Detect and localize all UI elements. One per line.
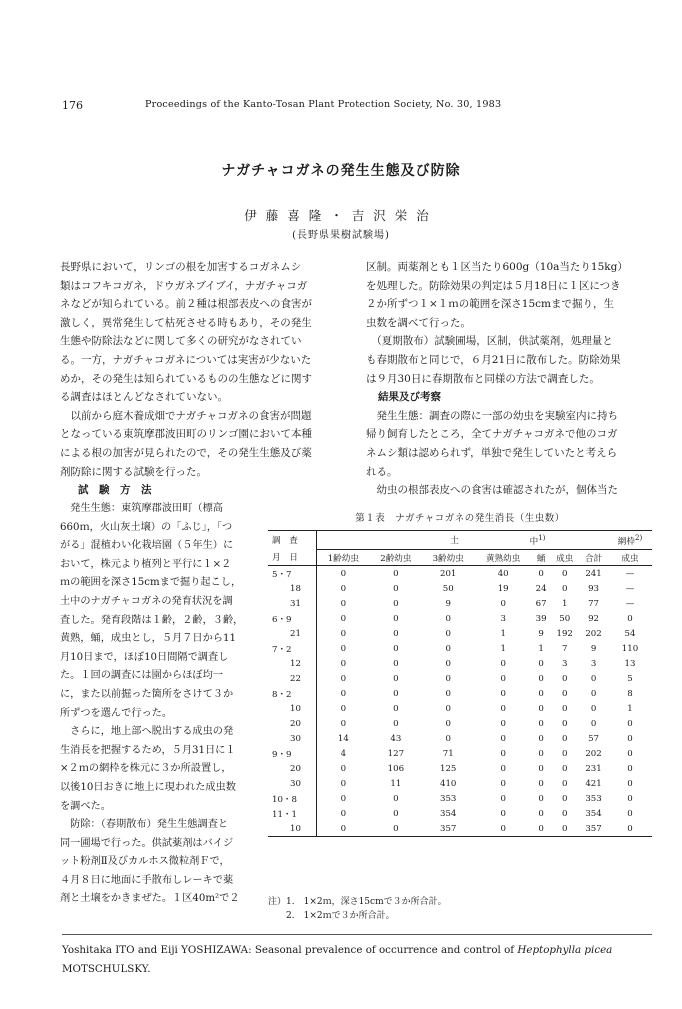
cell-value: 0 [561, 583, 568, 594]
col-header: 1齢幼虫 [317, 550, 370, 566]
body-line: ネなどが知られている。前２種は根部表皮への食害が [60, 298, 312, 311]
table-header-row [268, 531, 652, 550]
body-line: 同一圃場で行った。供試薬剤はバイジ [60, 837, 234, 849]
cell-value: 0 [393, 688, 399, 699]
cell-value: 0 [445, 628, 451, 639]
cell-value: 0 [532, 821, 550, 837]
table-row [268, 596, 652, 611]
row-date: 5・7 [268, 566, 317, 582]
cell-value: 0 [590, 688, 597, 699]
soil-group-label-b: 中 [529, 536, 539, 547]
cell-value: 0 [538, 808, 544, 819]
article-authors: 伊藤喜隆・吉沢栄治 [244, 208, 438, 223]
cell-value: 0 [561, 703, 568, 714]
cell-value: 421 [585, 778, 602, 789]
cell-value: 0 [590, 718, 597, 729]
cell-value: 0 [445, 718, 451, 729]
table-row [268, 716, 652, 731]
page-number: 176 [62, 99, 83, 112]
cell-value: 353 [440, 793, 457, 804]
cell-value: 8 [627, 688, 633, 699]
cell-value: 127 [387, 748, 405, 759]
cell-value: 1 [627, 703, 633, 714]
cell-value: 0 [500, 703, 506, 714]
soil-group-header [317, 531, 609, 550]
cell-value: 0 [393, 643, 399, 654]
body-line: 幼虫の根部表皮への食害は確認されたが，個体当た [366, 484, 618, 497]
cell-value: 353 [585, 793, 602, 804]
cell-value: 0 [317, 821, 370, 837]
cell-value: 0 [340, 643, 347, 654]
table-row [268, 806, 652, 821]
body-line: 月10日まで，ほぼ10日間隔で調査し [60, 651, 229, 663]
cell-value: 0 [340, 568, 347, 579]
methods-heading: 試 験 方 法 [78, 484, 152, 497]
cell-value: 3 [590, 658, 597, 669]
table-row [268, 746, 652, 761]
body-line: 660ｍ，火山灰土壌）の「ふじ」，「つ [60, 521, 233, 533]
cell-value: 0 [500, 748, 506, 759]
table-row [268, 821, 652, 837]
cell-value: 92 [588, 613, 600, 624]
cell-value: 354 [440, 808, 457, 819]
cell-value: 354 [585, 808, 602, 819]
row-date: 21 [268, 626, 317, 641]
body-line: 所ずつを選んで行った。 [60, 707, 173, 719]
cell-value: 9 [538, 628, 544, 639]
row-date: 7・2 [268, 641, 317, 656]
body-line: 区制。両薬剤とも１区当たり600g（10a当たり15kg） [366, 261, 628, 273]
body-line: 虫数を調べて行った。 [366, 316, 471, 329]
cell-value: 43 [390, 733, 402, 744]
table-row [268, 641, 652, 656]
table-row [268, 776, 652, 791]
cell-value: 0 [561, 793, 568, 804]
left-column-intro [60, 258, 342, 500]
cell-value: 0 [627, 808, 633, 819]
cell-value: 0 [393, 718, 399, 729]
body-line: 剤防除に関する試験を行った。 [60, 465, 207, 478]
body-line: 発生生態：調査の際に一部の幼虫を実験室内に持ち [366, 409, 618, 422]
col-header: 3齢幼虫 [422, 550, 474, 566]
table-caption: 第１表 ナガチャコガネの発生消長（生虫数） [355, 513, 565, 524]
cell-value: — [625, 568, 635, 579]
cell-value: 0 [561, 748, 568, 759]
cell-value: 0 [340, 778, 347, 789]
cell-value: 50 [442, 583, 454, 594]
cell-value: 357 [579, 821, 608, 837]
row-date: 20 [268, 761, 317, 776]
cell-value: 0 [561, 763, 568, 774]
cell-value: 0 [445, 673, 451, 684]
cell-value: 0 [500, 808, 506, 819]
running-header: Proceedings of the Kanto-Tosan Plant Protection Society, No. 30, 1983 [145, 99, 502, 110]
cell-value: 110 [621, 643, 639, 654]
cell-value: 0 [340, 808, 347, 819]
cell-value: 357 [422, 821, 474, 837]
cell-value: 0 [445, 688, 451, 699]
cell-value: 0 [500, 763, 506, 774]
body-line: ネムシ類は認められず，単独で発生していたと考えら [366, 446, 618, 459]
cell-value: 9 [445, 598, 451, 609]
body-line: による根の加害が見られたので，その発生生態及び薬 [60, 446, 312, 459]
cell-value: 106 [387, 763, 405, 774]
cell-value: 0 [393, 808, 399, 819]
cell-value: 1 [500, 643, 506, 654]
footer-divider [62, 934, 652, 935]
body-line: 土中のナガチャコガネの発育状況を調 [60, 595, 233, 607]
row-date: 18 [268, 581, 317, 596]
cell-value: 19 [497, 583, 509, 594]
row-date: 8・2 [268, 686, 317, 701]
cell-value: 241 [585, 568, 602, 579]
body-line: れる。 [366, 465, 398, 478]
cell-value: 125 [440, 763, 457, 774]
body-line: を処理した。防除効果の判定は５月18日に１区につき [366, 279, 621, 292]
cell-value: 0 [393, 658, 399, 669]
row-date: 31 [268, 596, 317, 611]
cell-value: 0 [500, 793, 506, 804]
table-row [268, 656, 652, 671]
cell-value: 192 [556, 628, 573, 639]
body-line: る。一方，ナガチャコガネについては実害が少ないた [60, 353, 312, 366]
row-date: 22 [268, 671, 317, 686]
cell-value: 202 [585, 628, 602, 639]
cell-value: 11 [390, 778, 402, 789]
cell-value: 0 [550, 821, 579, 837]
cell-value: 0 [627, 793, 633, 804]
cell-value: 71 [442, 748, 454, 759]
col-header: 成虫 [608, 550, 652, 566]
cell-value: 0 [590, 673, 597, 684]
date-header-top: 調 査 [268, 531, 317, 550]
cell-value: 0 [561, 733, 568, 744]
cell-value: 0 [340, 658, 347, 669]
body-line: に，また以前掘った箇所をさけて３か [60, 688, 234, 700]
soil-group-label: 土 [450, 536, 459, 547]
species-author: MOTSCHULSKY. [62, 962, 151, 975]
cell-value: 0 [474, 821, 532, 837]
col-header: 成虫 [550, 550, 579, 566]
cell-value: 0 [608, 821, 652, 837]
row-date: 30 [268, 776, 317, 791]
cell-value: 0 [538, 763, 544, 774]
english-authors: Yoshitaka ITO and Eiji YOSHIZAWA [62, 944, 249, 956]
cell-value: 0 [627, 733, 633, 744]
cell-value: 0 [500, 658, 506, 669]
cell-value: 0 [538, 688, 544, 699]
table-body [268, 566, 652, 837]
body-line: も春期散布と同じで，６月21日に散布した。防除効果 [366, 353, 621, 366]
body-line: た。１回の調査には園からほぼ均一 [60, 670, 223, 682]
cell-value: 0 [627, 748, 633, 759]
body-line: る調査はほとんどなされていない。 [60, 391, 228, 404]
body-line: 以後10日おきに地上に現われた成虫数 [60, 781, 236, 793]
cell-value: 1 [538, 643, 544, 654]
body-line: おいて，株元より植列と平行に１×２ [60, 558, 232, 570]
species-name: Heptophylla picea [517, 944, 613, 956]
cell-value: 0 [500, 718, 506, 729]
cell-value: 0 [538, 568, 544, 579]
cell-value: 0 [340, 673, 347, 684]
net-group-label: 網枠 [617, 536, 635, 547]
body-line: 防除：（春期散布）発生生態調査と [60, 819, 229, 831]
body-line: 生消長を把握するため，５月31日に１ [60, 744, 236, 756]
cell-value: 0 [538, 778, 544, 789]
narrow-column-methods [60, 500, 260, 909]
soil-note-mark: 1) [538, 533, 546, 542]
cell-value: 1 [561, 598, 568, 609]
body-line: ×２ｍの網枠を株元に３か所設置し， [60, 763, 232, 775]
cell-value: 0 [393, 673, 399, 684]
cell-value: 0 [538, 733, 544, 744]
body-line: ２か所ずつ１×１ｍの範囲を深さ15cmまで掘り，生 [366, 298, 614, 311]
row-date: 20 [268, 716, 317, 731]
cell-value: 0 [340, 763, 347, 774]
cell-value: 0 [627, 778, 633, 789]
cell-value: 4 [340, 748, 347, 759]
cell-value: 9 [590, 643, 597, 654]
cell-value: 0 [393, 568, 399, 579]
row-date: 6・9 [268, 611, 317, 626]
cell-value: 0 [445, 658, 451, 669]
cell-value: 40 [497, 568, 509, 579]
body-line: 類はコフキコガネ，ドウガネブイブイ，ナガチャコガ [60, 279, 308, 292]
row-date: 10・8 [268, 791, 317, 806]
cell-value: 0 [445, 613, 451, 624]
cell-value: 0 [393, 583, 399, 594]
body-line: ｍの範囲を深さ15cmまで掘り起こし， [60, 577, 242, 589]
english-title-text: : Seasonal prevalence of occurrence and control of [248, 944, 518, 956]
data-table [268, 530, 652, 837]
cell-value: 5 [627, 673, 633, 684]
cell-value: 410 [440, 778, 457, 789]
cell-value: 67 [535, 598, 547, 609]
body-line: 剤と土壌をかきまぜた。１区40m²で２ [60, 893, 240, 905]
body-line: （夏期散布）試験圃場，区制，供試薬剤，処理量と [366, 335, 613, 348]
cell-value: 24 [535, 583, 547, 594]
english-title [62, 941, 652, 978]
cell-value: 0 [393, 793, 399, 804]
body-line: 査した。発育段階は１齢，２齢，３齢， [60, 614, 244, 626]
cell-value: 0 [538, 793, 544, 804]
cell-value: 0 [538, 658, 544, 669]
table-row [268, 581, 652, 596]
row-date: 11・1 [268, 806, 317, 821]
cell-value: 0 [538, 718, 544, 729]
date-header-bottom: 月 日 [268, 550, 317, 566]
cell-value: 0 [538, 703, 544, 714]
table-row [268, 701, 652, 716]
body-line: 黄熟，蛹，成虫とし，５月７日から11 [60, 633, 236, 645]
cell-value: 0 [500, 598, 506, 609]
cell-value: 0 [627, 718, 633, 729]
net-group-header [608, 531, 652, 550]
table-row [268, 566, 652, 582]
cell-value: 0 [445, 733, 451, 744]
row-date: 10 [268, 701, 317, 716]
cell-value: 39 [535, 613, 547, 624]
cell-value: 0 [538, 748, 544, 759]
cell-value: 13 [624, 658, 636, 669]
cell-value: 0 [561, 568, 568, 579]
cell-value: 0 [538, 673, 544, 684]
cell-value: 0 [561, 778, 568, 789]
col-header: 黄熟幼虫 [474, 550, 532, 566]
body-line: は９月30日に春期散布と同様の方法で調査した。 [366, 372, 600, 385]
cell-value: 3 [500, 613, 506, 624]
table-row [268, 761, 652, 776]
body-line: を調べた。 [60, 800, 111, 812]
row-date: 30 [268, 731, 317, 746]
cell-value: 0 [393, 613, 399, 624]
body-line: 発生生態：東筑摩郡波田町（標高 [60, 503, 223, 514]
cell-value: 3 [561, 658, 568, 669]
col-header: 蛹 [532, 550, 550, 566]
table-notes [268, 895, 447, 923]
cell-value: 0 [627, 763, 633, 774]
row-date: 9・9 [268, 746, 317, 761]
table-row [268, 731, 652, 746]
cell-value: 202 [585, 748, 602, 759]
table-row [268, 626, 652, 641]
body-line: ４月８日に地面に手散布しレーキで薬 [60, 874, 234, 886]
table-row [268, 611, 652, 626]
row-date: 12 [268, 656, 317, 671]
net-note-mark: 2) [635, 533, 643, 542]
cell-value: 0 [500, 673, 506, 684]
table-subheader-row [268, 550, 652, 566]
cell-value: 0 [393, 598, 399, 609]
cell-value: 14 [337, 733, 349, 744]
cell-value: 0 [340, 583, 347, 594]
cell-value: 57 [588, 733, 600, 744]
cell-value: 54 [624, 628, 636, 639]
cell-value: 1 [500, 628, 506, 639]
col-header: 2齢幼虫 [370, 550, 422, 566]
cell-value: 0 [340, 628, 347, 639]
cell-value: 0 [370, 821, 422, 837]
cell-value: 0 [561, 808, 568, 819]
body-line: めか，その発生は知られているものの生態などに関す [60, 372, 312, 385]
cell-value: 0 [561, 718, 568, 729]
body-line: 帰り飼育したところ，全てナガチャコガネで他のコガ [366, 428, 618, 441]
cell-value: 0 [500, 778, 506, 789]
table-row [268, 671, 652, 686]
cell-value: 0 [445, 703, 451, 714]
body-line: さらに，地上部へ脱出する成虫の発 [60, 726, 234, 738]
cell-value: 0 [500, 733, 506, 744]
col-header: 合計 [579, 550, 608, 566]
cell-value: 0 [500, 688, 506, 699]
table-row [268, 686, 652, 701]
cell-value: 201 [440, 568, 457, 579]
table-note: 注）1. 1×2ｍ，深さ15cmで３か所合計。 [268, 897, 447, 907]
cell-value: 0 [561, 688, 568, 699]
cell-value: 77 [588, 598, 600, 609]
cell-value: 0 [340, 688, 347, 699]
cell-value: — [625, 583, 635, 594]
cell-value: — [625, 598, 635, 609]
body-line: 長野県において，リンゴの根を加害するコガネムシ [60, 261, 302, 273]
article-affiliation: (長野県果樹試験場) [292, 230, 390, 241]
body-line: ット粉剤Ⅱ及びカルホス微粒剤Ｆで， [60, 856, 230, 868]
table-row [268, 791, 652, 806]
body-line: がる」混植わい化栽培園（５年生）に [60, 540, 234, 552]
cell-value: 0 [445, 643, 451, 654]
table-note: 2. 1×2ｍで３か所合計。 [268, 911, 395, 921]
cell-value: 0 [340, 703, 347, 714]
cell-value: 50 [559, 613, 571, 624]
body-line: 以前から庭木養成畑でナガチャコガネの食害が問題 [60, 409, 312, 422]
body-line: となっている東筑摩郡波田町のリンゴ園において本種 [60, 428, 312, 441]
cell-value: 0 [340, 793, 347, 804]
body-line: 生態や防除法などに関して多くの研究がなされてい [60, 335, 302, 348]
cell-value: 93 [588, 583, 600, 594]
row-date: 10 [268, 821, 317, 837]
cell-value: 0 [561, 673, 568, 684]
article-title: ナガチャコガネの発生生態及び防除 [221, 163, 461, 179]
cell-value: 231 [585, 763, 602, 774]
cell-value: 0 [340, 718, 347, 729]
results-heading: 結果及び考察 [378, 391, 441, 404]
cell-value: 0 [393, 628, 399, 639]
cell-value: 0 [340, 613, 347, 624]
cell-value: 0 [393, 703, 399, 714]
body-line: 激しく，異常発生して枯死させる時もあり，その発生 [60, 316, 312, 329]
cell-value: 0 [590, 703, 597, 714]
cell-value: 0 [627, 613, 633, 624]
cell-value: 0 [340, 598, 347, 609]
right-column [366, 258, 652, 500]
cell-value: 7 [561, 643, 568, 654]
